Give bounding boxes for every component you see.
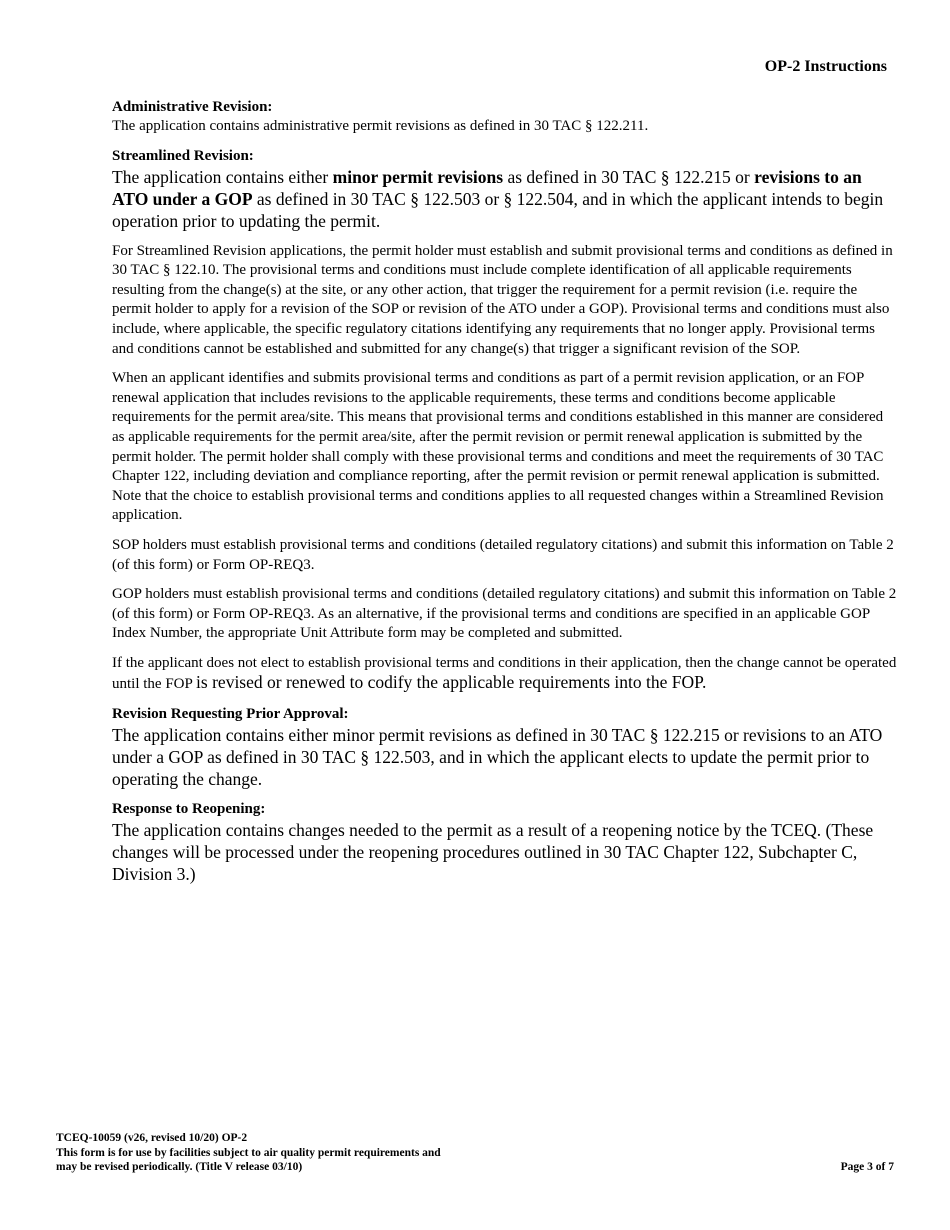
prior-approval-section bbox=[112, 705, 897, 790]
footer-note-line-2: may be revised periodically. (Title V release 03/10) bbox=[56, 1161, 303, 1173]
para5-text-2: is revised or renewed to codify the applicable requirements into the FOP. bbox=[196, 672, 707, 693]
reopening-text: The application contains changes needed to the permit as a result of a reopening notice by the TCEQ. (These changes will be processed under the reopening procedures outlined in 30 TAC Chapter 122, Subchapter C, Division 3.) bbox=[112, 820, 874, 885]
intro-text-2: as defined in 30 TAC § 122.215 or bbox=[503, 166, 755, 187]
prior-approval-heading: Revision Requesting Prior Approval: bbox=[112, 706, 349, 723]
administrative-revision-heading: Administrative Revision: bbox=[112, 99, 273, 115]
intro-bold-minor-revisions: minor permit revisions bbox=[332, 166, 504, 187]
page-number: Page 3 of 7 bbox=[840, 1161, 894, 1173]
streamlined-paragraph-2: When an applicant identifies and submits provisional terms and conditions as part of a permit revision application, or an FOP renewal application that includes revisions to the applicable requirements, these terms and conditions become applicable requirements for the permit area/site. This means that provisional terms and conditions established in this manner are considered as applicable requirements for the permit area/site, after the permit revision or permit renewal application is submitted by the permit holder. The permit holder shall comply with these provisional terms and conditions and meet the requirements of 30 TAC Chapter 122, including deviation and compliance reporting, after the permit revision or permit renewal application is submitted. Note that the choice to establish provisional terms and conditions applies to all requested changes within a Streamlined Revision application. bbox=[112, 370, 884, 524]
prior-approval-text: The application contains either minor permit revisions as defined in 30 TAC § 122.215 or revisions to an ATO under a GOP as defined in 30 TAC § 122.503, and in which the applicant elects to update the permit prior to operating the change. bbox=[112, 725, 883, 790]
administrative-revision-section bbox=[112, 98, 897, 137]
document-body bbox=[112, 98, 897, 885]
intro-bold-ato-revisions: revisions to an ATO under a GOP bbox=[112, 166, 862, 209]
streamlined-paragraph-5 bbox=[112, 654, 897, 695]
streamlined-paragraph-3: SOP holders must establish provisional terms and conditions (detailed regulatory citations) and submit this information on Table 2 (of this form) or Form OP-REQ3. bbox=[112, 536, 894, 573]
streamlined-revision-intro bbox=[112, 166, 897, 232]
streamlined-paragraph-1: For Streamlined Revision applications, the permit holder must establish and submit provisional terms and conditions as defined in 30 TAC § 122.10. The provisional terms and conditions must include complete identification of all applicable requirements resulting from the change(s) at the site, or any other action, that trigger the requirement for a permit revision (i.e. require the permit holder to apply for a revision of the SOP or revision of the ATO under a GOP). Provisional terms and conditions must also include, where applicable, the specific regulatory citations identifying any requirements that no longer apply. Provisional terms and conditions cannot be established and submitted for any change(s) that trigger a significant revision of the SOP. bbox=[112, 242, 893, 357]
intro-text-1: The application contains either bbox=[112, 166, 333, 187]
streamlined-paragraph-4: GOP holders must establish provisional terms and conditions (detailed regulatory citations) and submit this information on Table 2 (of this form) or Form OP-REQ3. As an alternative, if the provisional terms and conditions are specified in an applicable GOP Index Number, the appropriate Unit Attribute form may be completed and submitted. bbox=[112, 586, 897, 642]
form-footer bbox=[56, 1131, 496, 1175]
streamlined-revision-heading: Streamlined Revision: bbox=[112, 147, 254, 164]
administrative-revision-text: The application contains administrative permit revisions as defined in 30 TAC § 122.211. bbox=[112, 118, 649, 134]
reopening-heading: Response to Reopening: bbox=[112, 801, 266, 818]
footer-note-line-1: This form is for use by facilities subject to air quality permit requirements and bbox=[56, 1146, 441, 1159]
reopening-section bbox=[112, 800, 897, 885]
streamlined-revision-section bbox=[112, 147, 897, 695]
footer-form-id: TCEQ-10059 (v26, revised 10/20) OP-2 bbox=[56, 1132, 248, 1144]
intro-text-3: as defined in 30 TAC § 122.503 or § 122.504, and in which the applicant intends to begin operation prior to updating the permit. bbox=[112, 188, 884, 231]
page-title: OP-2 Instructions bbox=[764, 58, 887, 75]
para5-text-1: If the applicant does not elect to establish provisional terms and conditions in their application, then the change cannot be operated until the FOP bbox=[112, 654, 897, 693]
